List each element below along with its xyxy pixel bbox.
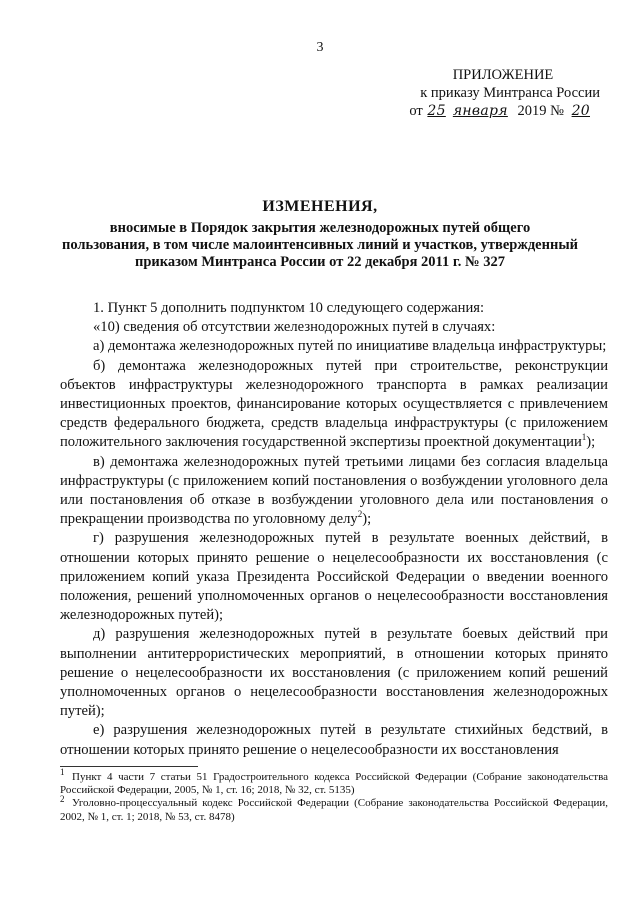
paragraph: г) разрушения железнодорожных путей в результате военных действий, в отношении которых принято решение о нецелесообразности их восстановления (с приложением копий указа Президента Российской Федерации о введении военного положения, решений уполномоченных органов о нецелесообразности восстановления железнодорожных путей);	[60, 530, 608, 624]
date-year: 2019 №	[517, 103, 564, 119]
subtitle-line: вносимые в Порядок закрытия железнодорожных путей общего	[109, 220, 531, 236]
footnote: 2 Уголовно-процессуальный кодекс Российской Федерации (Собрание законодательства Российской Федерации, 2002, № 1, ст. 1; 2018, № 53, ст. 8478)	[60, 793, 608, 823]
footnote-ref: 2	[357, 509, 363, 520]
paragraph: д) разрушения железнодорожных путей в результате боевых действий при выполнении антитеррористических мероприятий, в отношении которых принято решение о нецелесообразности их восстановления (с приложением копий решений уполномоченных органов о нецелесообразности восстановления железнодорожных путей);	[60, 626, 608, 720]
paragraph-text: в) демонтажа железнодорожных путей третьими лицами без согласия владельца инфраструктуры (с приложением копий постановления о возбуждении уголовного дела или постановления об отказе в возбуждении уголовного дела или постановления о прекращении производства по уголовному делу	[60, 453, 608, 528]
appendix-title: ПРИЛОЖЕНИЕ	[452, 67, 554, 83]
document-body	[60, 299, 608, 760]
appendix-header	[400, 66, 600, 120]
footnote-ref: 1	[581, 432, 587, 443]
appendix-date-line	[400, 102, 600, 120]
paragraph-text: б) демонтажа железнодорожных путей при строительстве, реконструкции объектов инфраструктуры железнодорожного транспорта в рамках реализации инвестиционных проектов, финансирование которых осуществляется с привлечением средств федерального бюджета, средств владельца инфраструктуры (с приложением положительного заключения государственной экспертизы проектной документации	[60, 357, 608, 451]
subtitle-line: приказом Минтранса России от 22 декабря 2011 г. № 327	[134, 254, 506, 270]
paragraph: 1. Пункт 5 дополнить подпунктом 10 следующего содержания:	[93, 300, 485, 316]
document-subtitle	[60, 220, 580, 271]
paragraph	[60, 357, 608, 453]
footnotes	[60, 766, 608, 824]
appendix-order-ref: к приказу Минтранса России	[420, 85, 600, 101]
footnote-text: Уголовно-процессуальный кодекс Российской Федерации (Собрание законодательства Российской Федерации, 2002, № 1, ст. 1; 2018, № 53, ст. 8478)	[60, 797, 608, 823]
footnote: 1 Пункт 4 части 7 статьи 51 Градостроительного кодекса Российской Федерации (Собрание законодательства Российской Федерации, 2005, № 1, ст. 16; 2018, № 32, ст. 5135)	[60, 767, 608, 797]
document-title: ИЗМЕНЕНИЯ,	[262, 198, 378, 215]
handwritten-order-number: 20	[571, 103, 590, 119]
page-number: 3	[316, 40, 324, 55]
paragraph: «10) сведения об отсутствии железнодорожных путей в случаях:	[93, 319, 496, 336]
handwritten-day: 25	[427, 103, 446, 119]
footnote-divider	[60, 766, 198, 767]
handwritten-month: января	[452, 103, 508, 119]
paragraph-end: );	[362, 511, 372, 528]
footnote-text: Пункт 4 части 7 статьи 51 Градостроительного кодекса Российской Федерации (Собрание законодательства Российской Федерации, 2005, № 1, ст. 16; 2018, № 32, ст. 5135)	[60, 771, 608, 797]
subtitle-line: пользования, в том числе малоинтенсивных линий и участков, утвержденный	[62, 237, 578, 253]
paragraph: а) демонтажа железнодорожных путей по инициативе владельца инфраструктуры;	[93, 338, 607, 355]
paragraph	[60, 453, 608, 530]
date-prefix: от	[409, 103, 423, 119]
paragraph: е) разрушения железнодорожных путей в результате стихийных бедствий, в отношении которых принято решение о нецелесообразности их восстановления	[60, 722, 608, 758]
paragraph-end: );	[586, 434, 596, 451]
